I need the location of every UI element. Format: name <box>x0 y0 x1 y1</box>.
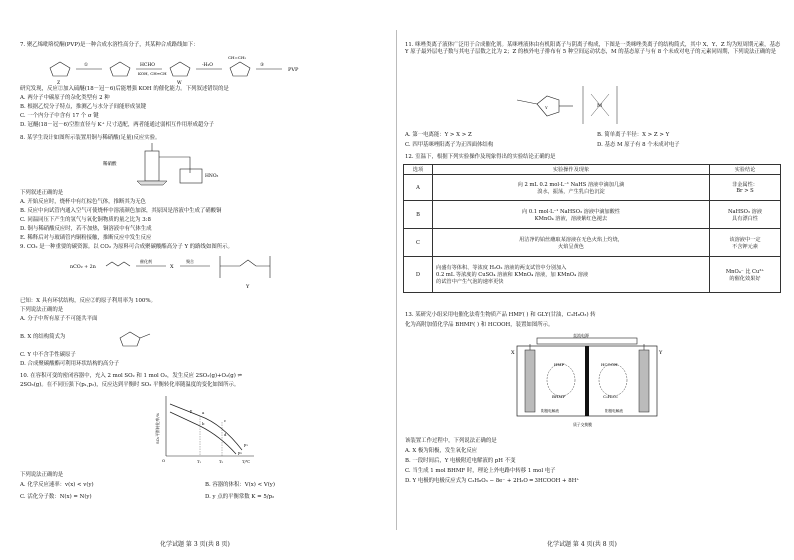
electrode-y <box>639 350 649 412</box>
table-row <box>404 229 781 257</box>
species-label: BHMF <box>552 394 566 399</box>
origin-label: O <box>162 458 166 463</box>
cell-line: 0.2 mL 等浓度的 CuSO₄ 溶液和 KMnO₄ 溶液，加 KMnO₄ 溶液 <box>436 272 589 278</box>
electrode-label: Y <box>659 350 663 356</box>
q8-option-e: E. 稀释后对与玻璃管内铜粉接触，推断反应中发生反应 <box>20 235 152 241</box>
q9-intro: 下列说法正确的是 <box>20 307 64 313</box>
scheme-label: nCO₂ + 2n <box>70 265 96 270</box>
reagent-label: HCHO <box>140 63 155 68</box>
y-axis-label: SO₂平衡转化率/% <box>155 412 160 444</box>
q11-option-a: A. 第一电离能：Y > X > Z <box>405 132 472 138</box>
q7-option-b: B. 根据乙烷分子特点，推测乙与水分子间能形成氢键 <box>20 104 146 110</box>
q7-option-d: D. 冠醚(18－冠－6)空腔直径与 K⁺ 尺寸适配，两者能通过弱相互作用形成超分子 <box>20 122 215 128</box>
cell-line: NaHSO₃ 溶液 <box>727 208 763 215</box>
cell-line: MnO₄⁻ 比 Cu²⁺ <box>725 268 765 275</box>
q9-synthesis-scheme <box>70 252 330 294</box>
q8-apparatus-figure <box>95 143 235 187</box>
table-header: 选项 <box>404 165 433 175</box>
box-label: 阴极电解液 <box>541 409 559 413</box>
x-axis-label: T/℃ <box>242 459 251 464</box>
q9-option-a: A. 分子中所有原子不可能共平面 <box>20 316 98 322</box>
point-label: c <box>224 418 227 423</box>
delivery-tube <box>159 157 190 173</box>
scheme-label: Y <box>246 284 250 290</box>
cell-line: 不含钾元素 <box>732 243 758 250</box>
operation-cell <box>433 201 710 229</box>
scheme-label: 聚合 <box>186 259 194 264</box>
q11-stem: 11. 咪唑类离子液体广泛用于合成催化剂。某咪唑液体由有机阳离子与阴离子构成，下图是一类咪唑类离子的结构简式，其中 X、Y、Z 均为短周期元素，基态 Y 原子最外层电子数与其电子层数之比为 2；Z 的核外电子排布有 5 种空间运动状态，M 的基态原子与有 8 个未成对电子的元素同周期，下列说法正确的是 <box>405 42 781 55</box>
cell-line: 向 2 mL 0.2 mol·L⁻¹ NaHS 溶液中滴加几滴 <box>517 181 625 188</box>
electrode-label: X <box>511 350 515 356</box>
species-label: HCOOH <box>601 362 618 367</box>
q13-option-b: B. 一段时间后，Y 电极附近电解液的 pH 不变 <box>405 458 516 464</box>
test-tube <box>145 151 159 181</box>
q13-option-a: A. X 极为阳极，发生氧化反应 <box>405 448 478 454</box>
curve-label: p₁ <box>244 442 248 447</box>
cell-line: 的试管中产生气泡的速率更快 <box>436 279 504 285</box>
q8-intro: 下列叙述正确的是 <box>20 190 64 196</box>
q13-intro: 该装置工作过程中，下列说法正确的是 <box>405 438 497 444</box>
ring-shape <box>50 62 70 76</box>
cell-line: 用洁净的铂丝蘸取某溶液在无色火焰上灼烧， <box>519 236 623 243</box>
cell-line: KMnO₄ 溶液，溶液紫红色褪去 <box>534 215 608 222</box>
curve-label: p₂ <box>238 450 242 455</box>
beaker <box>180 169 202 183</box>
cell-line: 具有漂白性 <box>732 215 758 222</box>
q12-table <box>403 164 781 293</box>
q13-option-c: C. 当生成 1 mol BHMF 时，理论上外电路中转移 1 mol 电子 <box>405 468 556 474</box>
point-label: b <box>202 421 205 426</box>
table-header: 实验操作及现象 <box>433 165 710 175</box>
cell-line: Br > S <box>736 188 754 194</box>
apparatus-label: 稀硝酸 <box>103 162 117 167</box>
q8-option-d: D. 铜与稀硝酸反应时，若不加热，铜溶液中有气体生成 <box>20 226 152 232</box>
operation-cell <box>433 257 710 293</box>
alkene-chain <box>106 262 130 266</box>
table-header: 实验结论 <box>710 165 781 175</box>
table-header-row <box>404 165 781 175</box>
step-number: ① <box>84 63 89 68</box>
page-footer: 化学试题 第 3 页(共 8 页) <box>160 541 230 548</box>
q7-intro: 研究发现，反应②加入硫醚(18－冠－6)后能增强 KOH 的催化能力。下列叙述错误的是 <box>20 86 229 92</box>
cell-line: 向 0.1 mol·L⁻¹ NaHSO₃ 溶液中滴加酸性 <box>521 208 620 215</box>
q8-stem: 8. 某学生设计如图所示装置用铜与稀硝酸(足量)反应实验。 <box>20 135 161 141</box>
compound-label: CH=CH₂ <box>228 55 247 60</box>
q8-option-b: B. 反应中向试管内通入空气可使烧杯中溶液颜色加深，其原因是溶液中生成了硝酸铜 <box>20 208 222 214</box>
electrode-x <box>525 350 535 412</box>
point-label: d <box>224 432 227 437</box>
page-footer: 化学试题 第 4 页(共 8 页) <box>547 541 617 548</box>
species-label: HMF <box>554 362 565 367</box>
x-tick: T₂ <box>219 459 224 464</box>
compound-label: Z <box>57 81 61 86</box>
right-page <box>397 0 794 560</box>
q11-structure-figure <box>507 80 627 128</box>
q10-option-c: C. 活化分子数：N(x) = N(y) <box>20 494 92 500</box>
q8-option-c: C. 同温同压下产生的氢气与氧化铜物质的量之比为 3:8 <box>20 217 151 223</box>
q10-option-a: A. 化学反应速率：v(x) < v(y) <box>20 482 94 488</box>
q9-option-d: D. 合成聚碳酸酯可利用环状结构的高分子 <box>20 361 120 367</box>
x-tick: T₁ <box>197 459 202 464</box>
option-cell: D <box>404 257 433 293</box>
q7-option-a: A. 两分子中碳原子的杂化类型有 2 种 <box>20 95 110 101</box>
cell-line: 非金属性： <box>732 182 758 188</box>
compound-label: W <box>177 81 182 86</box>
step-number: ③ <box>260 63 265 68</box>
point-label: a <box>202 410 205 415</box>
option-cell: C <box>404 229 433 257</box>
species-label: C₃H₈O₃ <box>603 394 618 399</box>
apparatus-label: HNO₃ <box>205 174 219 179</box>
q7-stem: 7. 聚乙烯吡咯烷酮(PVP)是一种合成水溶性高分子，其某种合成路线如下： <box>20 42 199 48</box>
q7-synthesis-scheme <box>40 50 340 86</box>
scheme-label: 催化剂 <box>140 259 152 264</box>
power-supply <box>537 338 637 344</box>
box-label: 阳极电解液 <box>605 409 623 413</box>
cell-line: 该溶液中一定 <box>729 236 761 243</box>
conclusion-cell <box>710 229 781 257</box>
option-cell: B <box>404 201 433 229</box>
conclusion-cell <box>710 257 781 293</box>
product-label: PVP <box>288 67 299 73</box>
operation-cell <box>433 175 710 201</box>
atom-label: M <box>597 103 603 109</box>
q10-intro: 下列说法正确的是 <box>20 472 64 478</box>
ring-shape <box>230 62 250 76</box>
curve-p1 <box>170 404 242 450</box>
conclusion-cell <box>710 201 781 229</box>
q10-option-b: B. 容器的体积：V(x) < V(y) <box>205 482 275 488</box>
reaction-cycle <box>547 364 575 396</box>
cell-line: 火焰呈黄色 <box>558 243 584 250</box>
polymer-repeat-unit <box>220 256 270 278</box>
q11-option-b: B. 简单离子半径：X > Z > Y <box>597 132 670 138</box>
cell-line: 向盛有等体积、等浓度 H₂O₂ 溶液的两支试管中分别加入 <box>436 265 567 271</box>
table-row <box>404 175 781 201</box>
cell-line: 溴水，振荡，产生乳白色沉淀 <box>537 188 605 195</box>
q10-stem-2: 2SO₃(g)。在不同压强下(p₁,p₂)，反应达到平衡时 SO₂ 平衡转化率随温度的变化如图所示。 <box>20 382 240 388</box>
stand-base <box>137 181 167 185</box>
q10-stem: 10. 在容积可变的密闭容器中，充入 2 mol SO₂ 和 1 mol O₂，发生反应 2SO₂(g)+O₂(g) ⇌ <box>20 373 243 379</box>
conclusion-cell <box>710 175 781 201</box>
scheme-label: X <box>170 264 174 270</box>
point-label: y <box>190 408 193 413</box>
ring-shape <box>120 332 140 346</box>
q13-stem: 13. 某研究小组采用电催化法将生物质产品 HMF( ) 和 GLY(甘油，C₃H₈O₃) 转 <box>405 312 596 318</box>
atom-label: Y <box>545 105 548 110</box>
q9-option-c: C. Y 中不含手性碳原子 <box>20 352 76 358</box>
ring-shape <box>110 62 130 76</box>
alkyl-chain <box>517 100 537 104</box>
q7-option-c: C. 一个内分子中含有 17 个 σ 键 <box>20 113 99 119</box>
q10-option-d: D. y 点的平衡常数 K = 5/p₂ <box>205 494 275 500</box>
q9-option-b: B. X 的结构简式为 <box>20 334 66 340</box>
q13-option-d: D. Y 电极的电极反应式为 C₃H₈O₃ − 8e⁻ + 2H₂O ═ 3HCOOH + 8H⁺ <box>405 478 580 484</box>
q9-stem: 9. CO₂ 是一种重要的碳资源。以 CO₂ 为原料可合成聚碳酸酯高分子 Y 的路线如图所示。 <box>20 244 233 250</box>
reaction-cycle <box>599 364 627 396</box>
membrane-label: 质子交换膜 <box>573 422 592 427</box>
cell-line: 的催化效果好 <box>729 275 761 282</box>
bond-line <box>140 334 150 338</box>
reagent-label: KOH, CH≡CH <box>138 71 167 76</box>
q11-option-d: D. 基态 M 原子有 8 个未成对电子 <box>597 142 680 148</box>
option-cell: A <box>404 175 433 201</box>
q10-conversion-graph <box>150 392 260 468</box>
diagram-caption: 直流电源 <box>573 333 589 338</box>
q11-option-c: C. 四甲基咪唑阳离子为正四面体结构 <box>405 142 494 148</box>
reagent-label: -H₂O <box>202 63 213 68</box>
q9-note: 已知：X 具有环状结构，反应②的原子利用率为 100%。 <box>20 298 156 304</box>
ring-shape <box>170 62 190 76</box>
q9-x-structure <box>110 328 160 348</box>
table-row <box>404 257 781 293</box>
q8-option-a: A. 开始反应时，烧杯中有红棕色气体，推断其为无色 <box>20 199 146 205</box>
q13-stem-2: 化为高附加值化学品 BHMF( ) 和 HCOOH，装置如图所示。 <box>405 322 554 328</box>
q12-stem: 12. 室温下，根据下列实验操作及现象得出的实验结论正确的是 <box>405 154 556 160</box>
imidazole-ring <box>537 96 559 116</box>
operation-cell <box>433 229 710 257</box>
table-row <box>404 201 781 229</box>
q13-electrolysis-diagram <box>497 332 677 432</box>
